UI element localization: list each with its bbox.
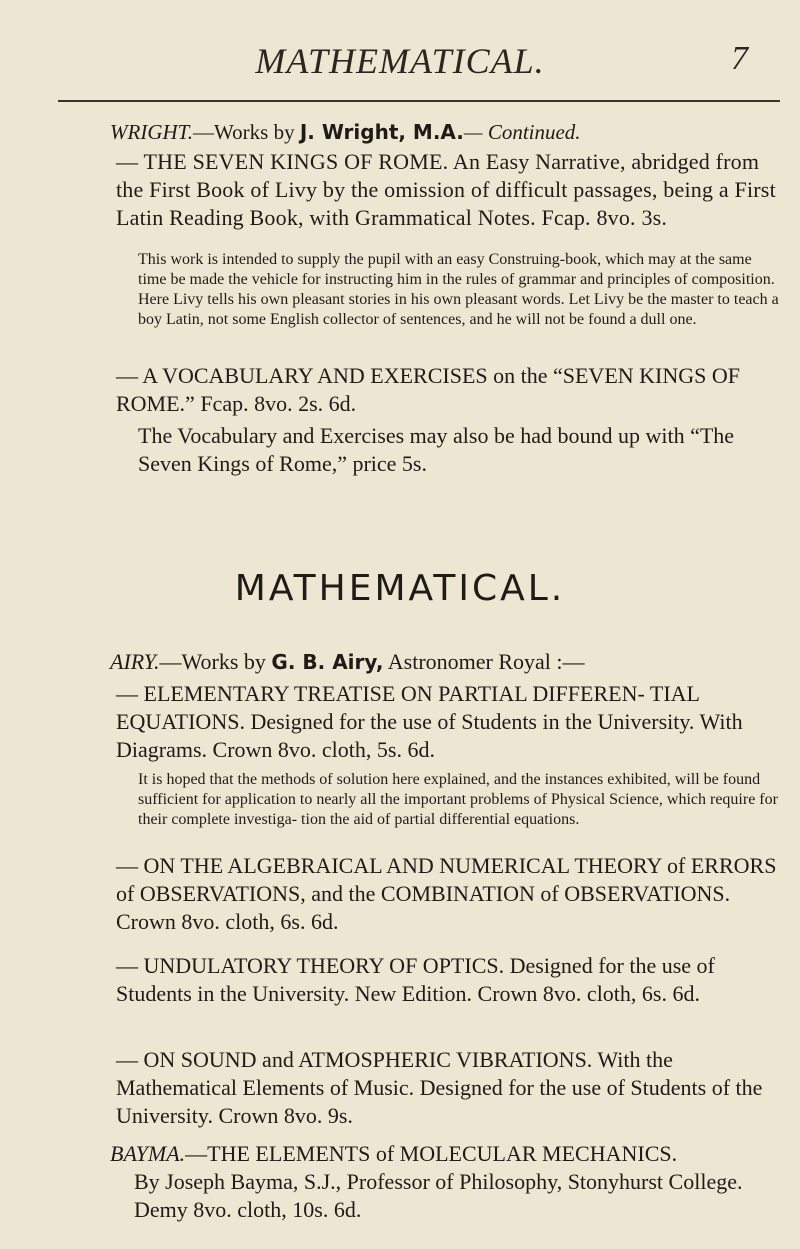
entry-title: —THE ELEMENTS of MOLECULAR MECHANICS. xyxy=(185,1141,678,1166)
wright-heading xyxy=(110,118,782,146)
entry-note xyxy=(138,770,782,830)
note-text: It is hoped that the methods of solution here explained, and the instances exhibited, will be found sufficient for application to nearly all the important problems of Physical Science, which require for their complete investiga- tion the aid of partial differential equations. xyxy=(138,771,778,828)
section-heading: MATHEMATICAL. xyxy=(234,568,566,609)
catalog-entry xyxy=(116,852,782,936)
catalog-entry xyxy=(116,1046,782,1130)
entry-title: — UNDULATORY THEORY OF OPTICS. Designed for the use of Students in the University. New Edition. Crown 8vo. cloth, 6s. 6d. xyxy=(116,953,715,1006)
author-fullname: G. B. Airy, xyxy=(271,650,384,674)
note-text: The Vocabulary and Exercises may also be had bound up with “The Seven Kings of Rome,” price 5s. xyxy=(138,423,735,476)
author-name: BAYMA. xyxy=(110,1141,186,1166)
entry-title: — ON SOUND and ATMOSPHERIC VIBRATIONS. With the Mathematical Elements of Music. Designed for the use of Students of the University. Crown 8vo. 9s. xyxy=(116,1047,763,1128)
page-number: 7 xyxy=(731,40,748,77)
page-header xyxy=(0,36,800,86)
catalog-entry xyxy=(110,1140,782,1224)
catalog-entry xyxy=(116,362,782,418)
entry-title: — ELEMENTARY TREATISE ON PARTIAL DIFFEREN- TIAL EQUATIONS. Designed for the use of Students in the University. With Diagrams. Crown 8vo. cloth, 5s. 6d. xyxy=(116,681,743,762)
author-fullname: J. Wright, M.A. xyxy=(299,120,464,144)
author-title: Astronomer Royal :— xyxy=(383,649,585,674)
continued-label: — Continued. xyxy=(463,120,581,144)
catalog-entry xyxy=(116,680,782,764)
entry-note xyxy=(138,422,782,478)
author-name: AIRY. xyxy=(110,649,160,674)
running-title: MATHEMATICAL. xyxy=(255,41,545,81)
entry-title: — ON THE ALGEBRAICAL AND NUMERICAL THEORY of ERRORS of OBSERVATIONS, and the COMBINATION of OBSERVATIONS. Crown 8vo. cloth, 6s. 6d. xyxy=(116,853,777,934)
header-rule xyxy=(58,100,780,102)
airy-heading xyxy=(110,648,782,676)
entry-details: By Joseph Bayma, S.J., Professor of Philosophy, Stonyhurst College. Demy 8vo. cloth, 10s. 6d. xyxy=(134,1169,743,1222)
works-by-text: —Works by xyxy=(193,120,300,144)
author-name: WRIGHT. xyxy=(110,120,194,144)
works-by-text: —Works by xyxy=(159,649,272,674)
entry-title: — A VOCABULARY AND EXERCISES on the “SEVEN KINGS OF ROME.” Fcap. 8vo. 2s. 6d. xyxy=(116,363,740,416)
note-text: This work is intended to supply the pupil with an easy Construing-book, which may at the same time be made the vehicle for instructing him in the rules of grammar and principles of composition. Here Livy tells his own pleasant stories in his own pleasant words. Let Livy be the master to teach a boy Latin, not some English collector of sentences, and he will not be found a dull one. xyxy=(138,251,779,328)
catalog-entry xyxy=(116,952,782,1008)
entry-note xyxy=(138,250,782,330)
entry-title: — THE SEVEN KINGS OF ROME. An Easy Narrative, abridged from the First Book of Livy by the omission of difficult passages, being a First Latin Reading Book, with Grammatical Notes. Fcap. 8vo. 3s. xyxy=(116,149,776,230)
catalog-entry xyxy=(116,148,782,232)
